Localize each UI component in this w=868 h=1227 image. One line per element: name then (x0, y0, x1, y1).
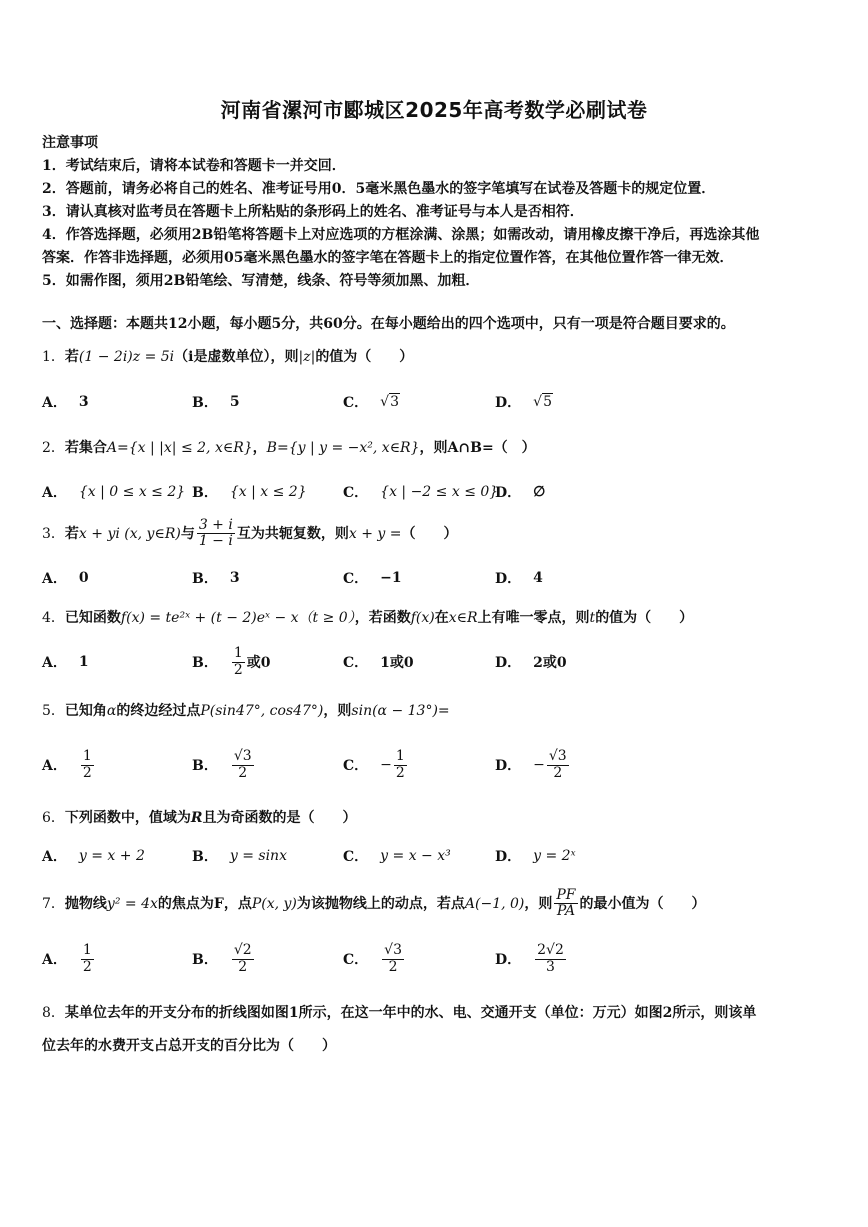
question-3: 3．若x + yi (x, y∈R)与 $\frac{3 + i}{1 - i}$ 互为共轭复数，则x + y =（ ） (42, 517, 458, 550)
option-d: D． y = 2ˣ (495, 848, 576, 865)
option-d: D． ∅ (495, 484, 546, 501)
question-1: 1．若(1 − 2i)z = 5i（i是虚数单位），则|z|的值为（ ） (42, 349, 414, 365)
note-item: 1．考试结束后，请将本试卷和答题卡一并交回． (42, 158, 346, 174)
option-b: B． 5 (192, 394, 240, 411)
options-q3 (42, 561, 842, 595)
options-q5 (42, 748, 842, 782)
option-a: A． {x | 0 ≤ x ≤ 2} (42, 484, 186, 501)
note-item: 3．请认真核对监考员在答题卡上所粘贴的条形码上的姓名、准考证号与本人是否相符． (42, 204, 584, 220)
option-d: D． 4 (495, 570, 543, 587)
question-7: 7．抛物线y² = 4x的焦点为F，点P(x, y)为该抛物线上的动点，若点A(−1, 0)，则 $\frac{PF}{PA}$ 的最小值为（ ） (42, 887, 706, 920)
option-c: C． 1或0 (343, 655, 414, 671)
question-4: 4．已知函数f(x) = te²ˣ + (t − 2)eˣ − x（t ≥ 0），若函数f(x)在x∈R上有唯一零点，则t的值为（ ） (42, 610, 694, 626)
options-q2 (42, 475, 842, 509)
option-c: C． {x | −2 ≤ x ≤ 0} (343, 484, 499, 501)
options-q1 (42, 385, 842, 419)
options-q4 (42, 645, 842, 679)
option-a: A． y = x + 2 (42, 848, 145, 865)
options-q7 (42, 942, 842, 976)
option-c: C． − $\frac{1}{2}$ (343, 748, 405, 781)
option-b: B． $\frac{√2}{2}$ (192, 942, 252, 975)
option-b: B． 3 (192, 570, 240, 587)
option-d: D． √5 (495, 394, 552, 411)
option-c: C． y = x − x³ (343, 848, 451, 865)
option-c: C． −1 (343, 570, 402, 587)
option-b: B． $\frac{1}{2}$ 或0 (192, 645, 271, 678)
notes-heading: 注意事项 (42, 135, 98, 151)
question-5: 5．已知角α的终边经过点P(sin47°, cos47°)，则sin(α − 13°)= (42, 703, 450, 719)
section-heading: 一、选择题：本题共12小题，每小题5分，共60分。在每小题给出的四个选项中，只有一项是符合题目要求的。 (42, 316, 735, 332)
note-item: 答案．作答非选择题，必须用05毫米黑色墨水的签字笔在答题卡上的指定位置作答，在其他位置作答一律无效． (42, 250, 734, 266)
option-a: A． $\frac{1}{2}$ (42, 748, 92, 781)
question-8: 8．某单位去年的开支分布的折线图如图1所示，在这一年中的水、电、交通开支（单位：万元）如图2所示，则该单 (42, 1005, 757, 1021)
option-b: B． {x | x ≤ 2} (192, 484, 307, 501)
note-item: 2．答题前，请务必将自己的姓名、准考证号用0．5毫米黑色墨水的签字笔填写在试卷及答题卡的规定位置． (42, 181, 716, 197)
option-c: C． √3 (343, 394, 399, 411)
question-2: 2．若集合A={x | |x| ≤ 2, x∈R}，B={y | y = −x², x∈R}，则A∩B=（ ） (42, 440, 536, 456)
question-6: 6．下列函数中，值域为R且为奇函数的是（ ） (42, 810, 357, 826)
exam-title: 河南省漯河市郾城区2025年高考数学必刷试卷 (220, 98, 648, 122)
option-a: A． 3 (42, 394, 89, 411)
option-a: A． 1 (42, 654, 89, 671)
options-q6 (42, 839, 842, 873)
option-d: D． − $\frac{√3}{2}$ (495, 748, 567, 781)
note-item: 4．作答选择题，必须用2B铅笔将答题卡上对应选项的方框涂满、涂黑；如需改动，请用橡皮擦干净后，再选涂其他 (42, 227, 760, 243)
option-a: A． $\frac{1}{2}$ (42, 942, 92, 975)
option-b: B． $\frac{√3}{2}$ (192, 748, 252, 781)
option-d: D． $\frac{2√2}{3}$ (495, 942, 564, 975)
option-c: C． $\frac{√3}{2}$ (343, 942, 402, 975)
option-a: A． 0 (42, 570, 89, 587)
option-b: B． y = sinx (192, 848, 287, 865)
question-8-cont: 位去年的水费开支占总开支的百分比为（ ） (42, 1038, 336, 1054)
note-item: 5．如需作图，须用2B铅笔绘、写清楚，线条、符号等须加黑、加粗． (42, 273, 480, 289)
option-d: D． 2或0 (495, 655, 567, 671)
